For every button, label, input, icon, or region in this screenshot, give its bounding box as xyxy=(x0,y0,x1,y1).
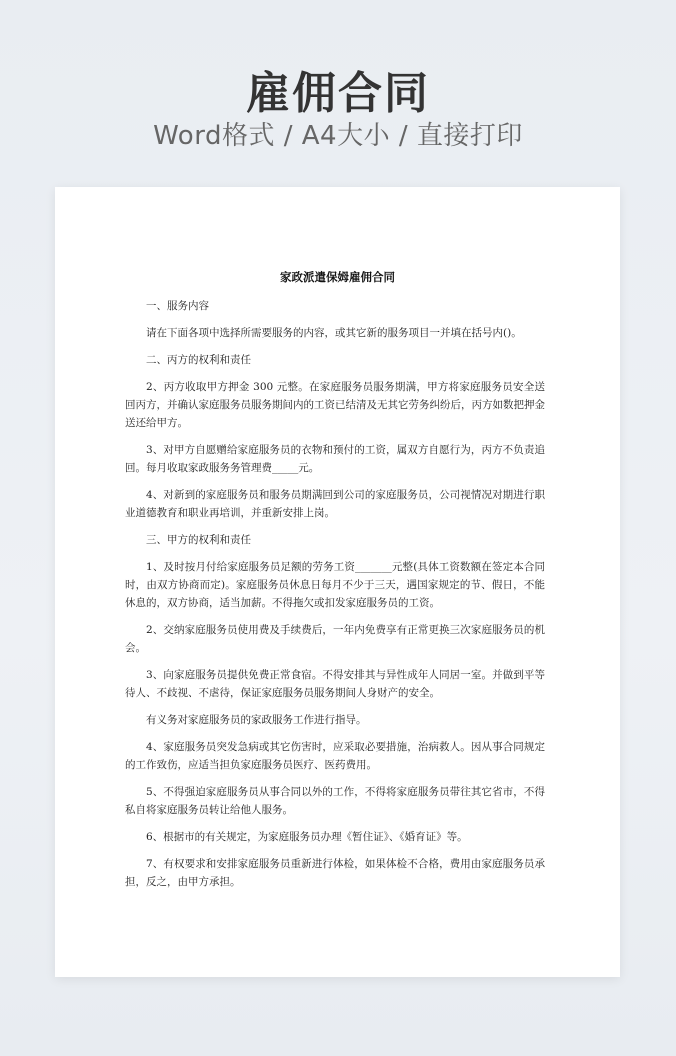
paragraph: 6、根据市的有关规定，为家庭服务员办理《暂住证》、《婚育证》等。 xyxy=(146,831,468,843)
paragraph: 3、向家庭服务员提供免费正常食宿。不得安排其与异性成年人同居一室。并做到平等待人、不歧视、不虐待，保证家庭服务员服务期间人身财产的安全。 xyxy=(125,669,545,699)
page-header xyxy=(0,0,676,186)
paragraph: 3、对甲方自愿赠给家庭服务员的衣物和预付的工资，属双方自愿行为，丙方不负责追回。每月收取家政服务务管理费_____元。 xyxy=(125,444,545,474)
page-subtitle: Word格式 / A4大小 / 直接打印 xyxy=(153,121,523,151)
section-heading: 三、甲方的权利和责任 xyxy=(146,534,251,546)
document-page xyxy=(55,187,620,977)
paragraph: 4、对新到的家庭服务员和服务员期满回到公司的家庭服务员，公司视情况对期进行职业道德教育和职业再培训，并重新安排上岗。 xyxy=(125,489,545,519)
page-title: 雇佣合同 xyxy=(246,68,430,119)
section-heading: 二、丙方的权利和责任 xyxy=(146,354,251,366)
paragraph: 7、有权要求和安排家庭服务员重新进行体检，如果体检不合格，费用由家庭服务员承担，反之，由甲方承担。 xyxy=(125,858,545,888)
paragraph: 有义务对家庭服务员的家政服务工作进行指导。 xyxy=(146,714,367,726)
paragraph: 5、不得强迫家庭服务员从事合同以外的工作，不得将家庭服务员带往其它省市，不得私自将家庭服务员转让给他人服务。 xyxy=(125,786,545,816)
paragraph: 2、交纳家庭服务员使用费及手续费后，一年内免费享有正常更换三次家庭服务员的机会。 xyxy=(125,624,545,654)
document-body xyxy=(125,297,545,900)
paragraph: 1、及时按月付给家庭服务员足额的劳务工资_______元整(具体工资数额在签定本合同时，由双方协商而定)。家庭服务员休息日每月不少于三天，遇国家规定的节、假日，不能休息的，双方协商，适当加薪。不得拖欠或扣发家庭服务员的工资。 xyxy=(125,561,545,609)
paragraph: 2、丙方收取甲方押金 300 元整。在家庭服务员服务期满，甲方将家庭服务员安全送回丙方，并确认家庭服务员服务期间内的工资已结清及无其它劳务纠纷后，丙方如数把押金送还给甲方。 xyxy=(125,381,545,429)
paragraph: 4、家庭服务员突发急病或其它伤害时，应采取必要措施，治病救人。因从事合同规定的工作致伤，应适当担负家庭服务员医疗、医药费用。 xyxy=(125,741,545,771)
section-heading: 一、服务内容 xyxy=(146,300,209,312)
paragraph: 请在下面各项中选择所需要服务的内容，或其它新的服务项目一并填在括号内()。 xyxy=(146,327,522,339)
document-title: 家政派遣保姆雇佣合同 xyxy=(280,270,395,284)
